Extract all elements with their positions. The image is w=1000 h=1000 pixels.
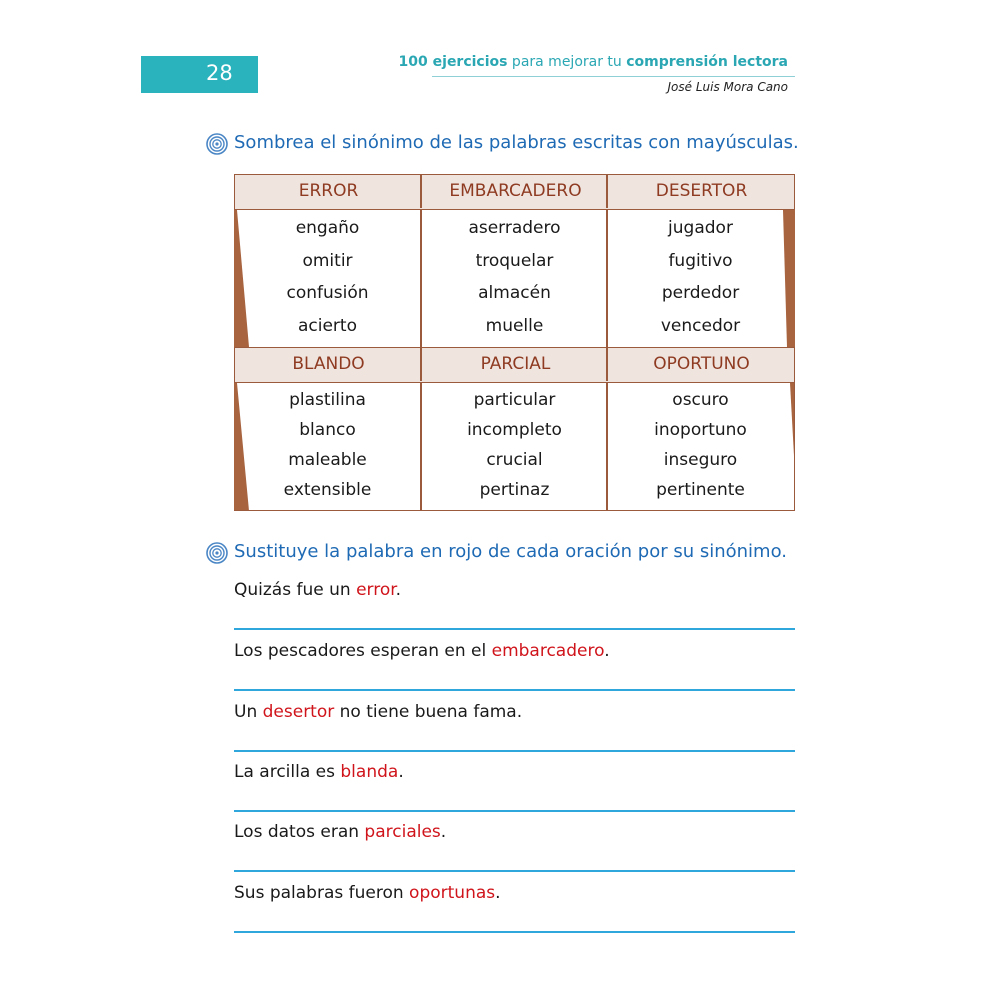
option-column <box>421 385 608 505</box>
option-word[interactable]: jugador <box>668 218 733 238</box>
highlighted-word: embarcadero <box>491 641 605 661</box>
sentence <box>234 822 446 842</box>
header-word-desertor: DESERTOR <box>655 181 748 201</box>
option-column <box>607 385 794 505</box>
book-title-part-3: comprensión lectora <box>626 54 788 70</box>
sentence-text: Quizás fue un <box>234 580 357 600</box>
book-author: José Luis Mora Cano <box>667 80 788 94</box>
sentence-text: . <box>604 641 610 661</box>
option-column <box>234 385 421 505</box>
sentence <box>234 641 610 661</box>
option-word[interactable]: oscuro <box>672 390 729 410</box>
highlighted-word: blanda <box>340 762 399 782</box>
option-word[interactable]: acierto <box>297 315 357 336</box>
option-word[interactable]: confusión <box>286 283 369 303</box>
synonym-table <box>234 174 795 511</box>
sentence <box>234 580 401 600</box>
page-number-badge <box>141 56 258 93</box>
sentence <box>234 702 522 722</box>
answer-line[interactable] <box>234 689 795 691</box>
answer-line[interactable] <box>234 628 795 630</box>
answer-line[interactable] <box>234 931 795 933</box>
option-word[interactable]: maleable <box>288 450 367 470</box>
sentence-text: Los pescadores esperan en el <box>234 641 492 661</box>
sentence-text: La arcilla es <box>234 762 341 782</box>
table-header-row-2 <box>234 347 795 383</box>
sentence-text: Un <box>234 702 263 722</box>
highlighted-word: error <box>356 580 396 600</box>
sentence <box>234 762 404 782</box>
option-word[interactable]: aserradero <box>468 218 561 238</box>
option-column <box>421 212 608 342</box>
option-word[interactable]: engaño <box>295 218 360 238</box>
table-body-1 <box>234 210 795 347</box>
option-word[interactable]: perdedor <box>661 283 740 303</box>
option-word[interactable]: muelle <box>485 315 544 336</box>
answer-line[interactable] <box>234 810 795 812</box>
highlighted-word: parciales <box>364 822 441 842</box>
header-word-blando: BLANDO <box>292 354 365 374</box>
option-column <box>234 212 421 342</box>
option-word[interactable]: inoportuno <box>654 420 747 440</box>
option-word[interactable]: almacén <box>478 283 551 303</box>
book-title <box>399 54 788 70</box>
sentence-text: no tiene buena fama. <box>334 702 523 722</box>
option-word[interactable]: inseguro <box>663 450 738 470</box>
header-word-error: ERROR <box>298 181 359 201</box>
sentence-text: . <box>395 580 402 600</box>
answer-line[interactable] <box>234 750 795 752</box>
option-word[interactable]: crucial <box>486 450 543 470</box>
header-word-oportuno: OPORTUNO <box>653 354 750 374</box>
sentence-text: Sus palabras fueron <box>234 883 410 903</box>
option-word[interactable]: plastilina <box>289 390 366 410</box>
sentence <box>234 883 501 903</box>
option-word[interactable]: pertinaz <box>479 480 550 500</box>
spiral-bullet-icon <box>206 133 228 155</box>
sentence-text: . <box>495 883 501 903</box>
option-word[interactable]: blanco <box>299 420 356 440</box>
spiral-bullet-icon <box>206 542 228 564</box>
option-word[interactable]: particular <box>473 390 556 410</box>
sentence-text: Los datos eran <box>234 822 365 842</box>
book-title-part-2: para mejorar tu <box>507 54 627 70</box>
option-column <box>607 212 794 342</box>
option-word[interactable]: pertinente <box>656 480 745 500</box>
highlighted-word: oportunas <box>409 883 496 903</box>
option-word[interactable]: incompleto <box>467 420 562 440</box>
book-title-part-1: 100 ejercicios <box>398 54 508 70</box>
table-header-row-1 <box>234 174 795 210</box>
header-divider <box>432 76 795 77</box>
sentence-text: . <box>440 822 447 842</box>
option-word[interactable]: extensible <box>283 480 372 500</box>
option-word[interactable]: fugitivo <box>668 250 733 271</box>
header-word-parcial: PARCIAL <box>480 354 551 374</box>
table-body-2 <box>234 383 795 511</box>
highlighted-word: desertor <box>262 702 335 722</box>
option-word[interactable]: troquelar <box>475 250 554 271</box>
option-word[interactable]: vencedor <box>660 315 741 336</box>
exercise-1-instruction: Sombrea el sinónimo de las palabras escritas con mayúsculas. <box>234 132 799 153</box>
page-number: 28 <box>206 61 233 85</box>
option-word[interactable]: omitir <box>302 250 353 271</box>
sentence-text: . <box>398 762 404 782</box>
answer-line[interactable] <box>234 870 795 872</box>
exercise-2-instruction: Sustituye la palabra en rojo de cada oración por su sinónimo. <box>234 541 787 562</box>
header-word-embarcadero: EMBARCADERO <box>449 181 582 201</box>
